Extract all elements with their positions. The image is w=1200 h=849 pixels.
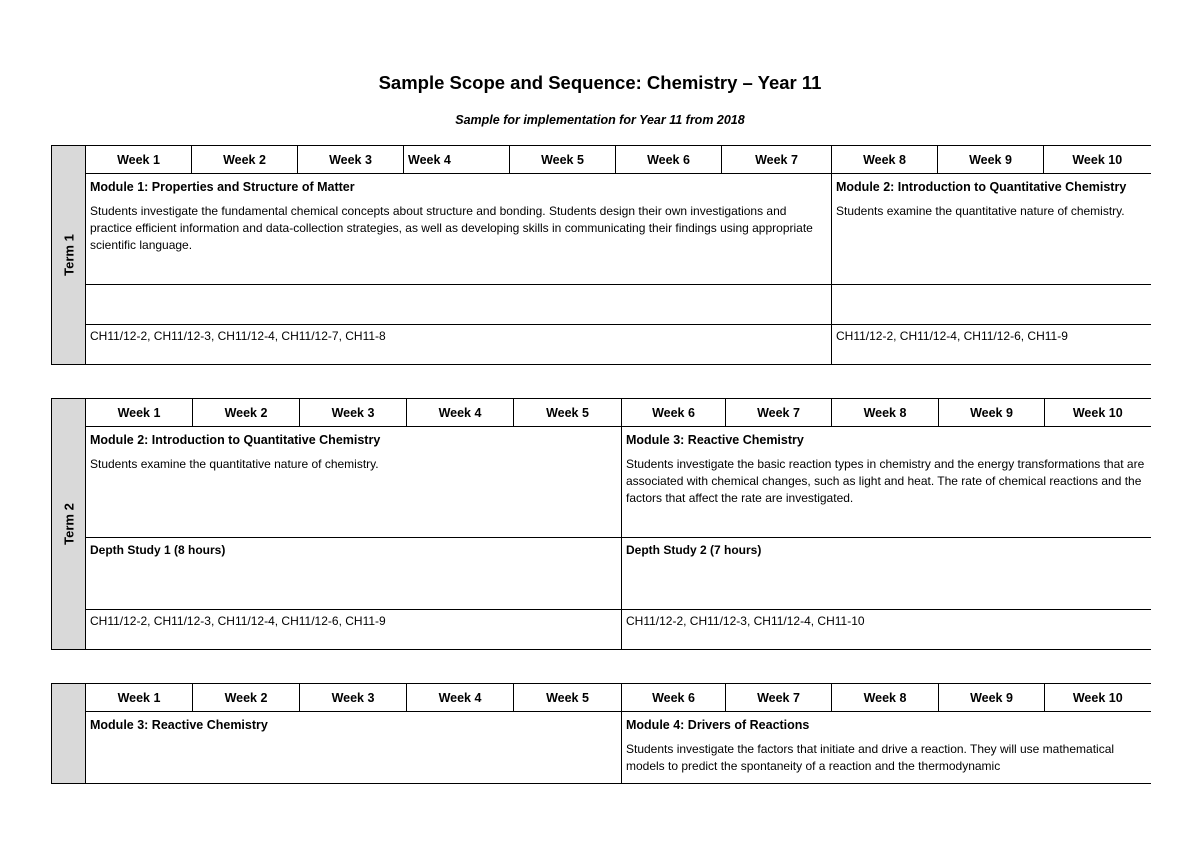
week-header: Week 7 [726,399,832,427]
depth-study-cell: Depth Study 1 (8 hours) [86,538,622,610]
term-1-label-cell [52,146,86,365]
week-header: Week 7 [726,684,832,712]
week-header: Week 3 [298,146,404,174]
module-cell [86,427,622,538]
week-header: Week 9 [938,146,1044,174]
module-title: Module 2: Introduction to Quantitative Chemistry [90,433,381,447]
module-title: Module 1: Properties and Structure of Matter [90,180,355,194]
week-header: Week 3 [300,684,407,712]
outcome-codes: CH11/12-2, CH11/12-3, CH11/12-4, CH11-10 [622,610,1151,650]
term-2-label-cell [52,399,86,650]
week-header: Week 5 [514,399,622,427]
week-header: Week 8 [832,399,939,427]
week-header: Week 9 [939,399,1045,427]
week-header: Week 2 [193,684,300,712]
week-header: Week 4 [407,399,514,427]
week-header: Week 8 [832,146,938,174]
depth-study-cell [832,285,1151,325]
week-header: Week 4 [407,684,514,712]
week-header: Week 1 [86,684,193,712]
week-header: Week 6 [622,399,726,427]
outcome-codes: CH11/12-2, CH11/12-3, CH11/12-4, CH11/12-7, CH11-8 [86,325,832,365]
page-title: Sample Scope and Sequence: Chemistry – Year 11 [378,72,822,93]
module-title: Module 3: Reactive Chemistry [90,718,268,732]
term-2-label: Term 2 [61,503,76,545]
module-cell [622,427,1151,538]
term-1-table [51,145,1151,365]
module-cell [622,712,1151,784]
module-description: Students investigate the basic reaction types in chemistry and the energy transformations that are associated with chemical changes, such as light and heat. The rate of chemical reactions and the factors that affect the rate are investigated. [626,457,1145,505]
week-header: Week 8 [832,684,939,712]
week-header: Week 10 [1045,684,1151,712]
week-header: Week 2 [192,146,298,174]
term-3-table [51,683,1151,784]
term-2-table [51,398,1151,650]
week-header: Week 10 [1044,146,1151,174]
week-header: Week 1 [86,399,193,427]
week-header: Week 6 [616,146,722,174]
module-cell [86,712,622,784]
week-header: Week 2 [193,399,300,427]
week-header: Week 9 [939,684,1045,712]
module-cell [86,174,832,285]
module-title: Module 2: Introduction to Quantitative Chemistry [836,180,1127,194]
module-cell [832,174,1151,285]
term-1-label: Term 1 [61,234,76,276]
module-description: Students examine the quantitative nature of chemistry. [836,204,1125,218]
module-description: Students investigate the factors that initiate and drive a reaction. They will use mathematical models to predict the spontaneity of a reaction and the thermodynamic [626,742,1115,773]
module-title: Module 3: Reactive Chemistry [626,433,804,447]
module-description: Students examine the quantitative nature of chemistry. [90,457,379,471]
week-header: Week 4 [404,146,510,174]
week-header: Week 3 [300,399,407,427]
outcome-codes: CH11/12-2, CH11/12-4, CH11/12-6, CH11-9 [832,325,1151,365]
page-subtitle: Sample for implementation for Year 11 from 2018 [455,113,745,127]
week-header: Week 7 [722,146,832,174]
week-header: Week 5 [514,684,622,712]
module-description: Students investigate the fundamental chemical concepts about structure and bonding. Students design their own investigations and practice efficient information and data-collection strategies, as well as developing skills in communicating their findings using appropriate scientific language. [90,204,813,252]
week-header: Week 10 [1045,399,1151,427]
week-header: Week 1 [86,146,192,174]
week-header: Week 5 [510,146,616,174]
term-3-label-cell [52,684,86,784]
outcome-codes: CH11/12-2, CH11/12-3, CH11/12-4, CH11/12-6, CH11-9 [86,610,622,650]
depth-study-cell: Depth Study 2 (7 hours) [622,538,1151,610]
module-title: Module 4: Drivers of Reactions [626,718,810,732]
week-header: Week 6 [622,684,726,712]
depth-study-cell [86,285,832,325]
